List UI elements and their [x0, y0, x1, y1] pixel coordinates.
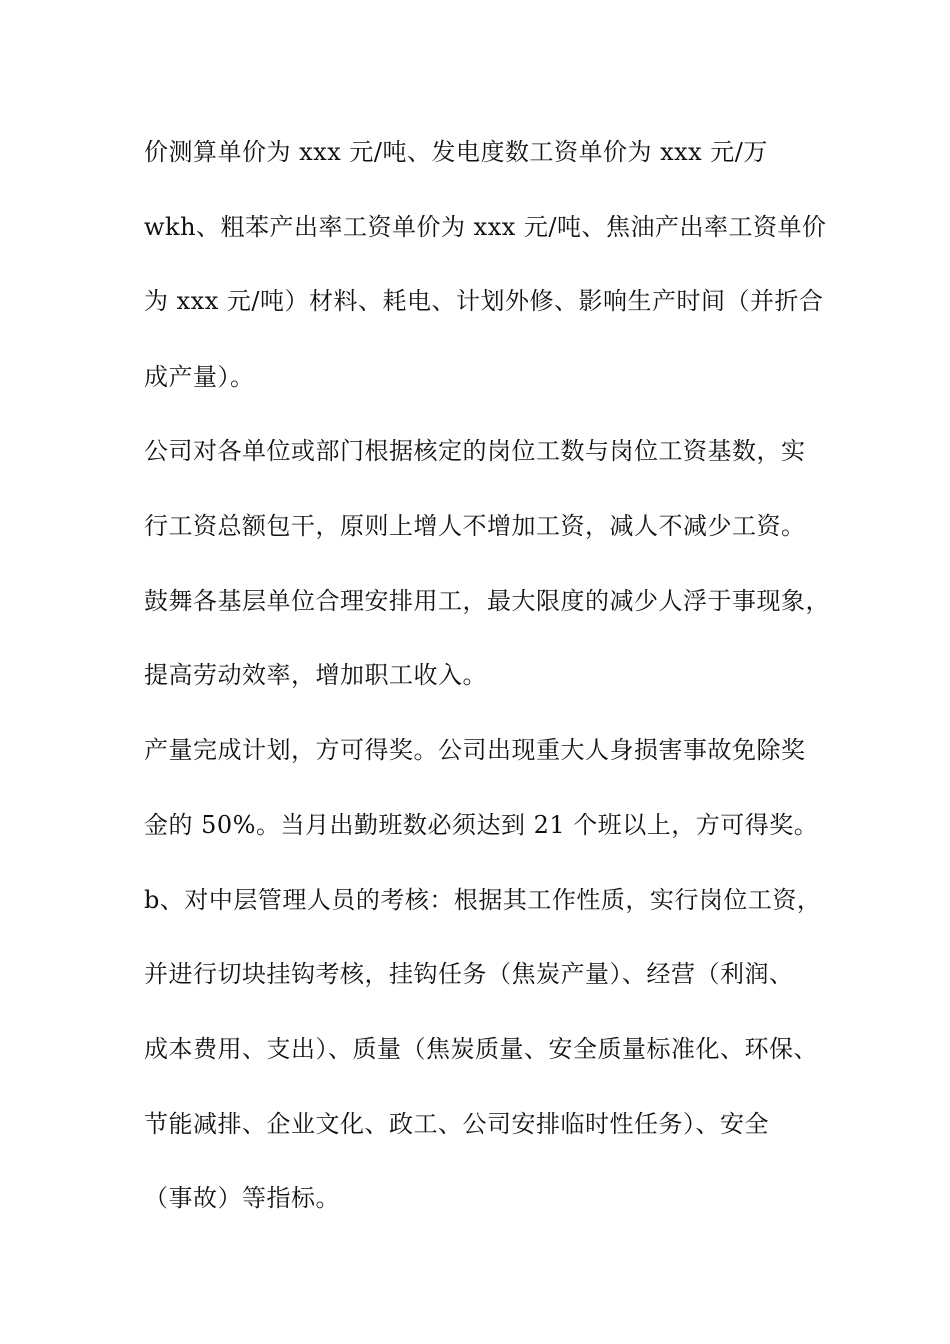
text-line: 节能减排、企业文化、政工、公司安排临时性任务）、安全 — [144, 1110, 769, 1138]
text-line: 鼓舞各基层单位合理安排用工，最大限度的减少人浮于事现象， — [144, 587, 830, 615]
text-line: 为 xxx 元/吨）材料、耗电、计划外修、影响生产时间（并折合 — [144, 287, 824, 315]
text-line: 金的 50%。当月出勤班数必须达到 21 个班以上，方可得奖。 — [144, 811, 819, 839]
text-line: 行工资总额包干，原则上增人不增加工资，减人不减少工资。 — [144, 512, 806, 540]
text-line: 成本费用、支出）、质量（焦炭质量、安全质量标准化、环保、 — [144, 1035, 818, 1063]
text-line: b、对中层管理人员的考核：根据其工作性质，实行岗位工资， — [144, 886, 822, 914]
text-line: 并进行切块挂钩考核，挂钩任务（焦炭产量）、经营（利润、 — [144, 960, 794, 988]
text-line: （事故）等指标。 — [144, 1184, 340, 1212]
text-line: 提高劳动效率，增加职工收入。 — [144, 661, 487, 689]
text-line: 成产量）。 — [144, 363, 255, 391]
text-line: 产量完成计划，方可得奖。公司出现重大人身损害事故免除奖 — [144, 736, 806, 764]
text-line: 公司对各单位或部门根据核定的岗位工数与岗位工资基数，实 — [144, 437, 806, 465]
text-line: 价测算单价为 xxx 元/吨、发电度数工资单价为 xxx 元/万 — [144, 138, 768, 166]
text-line: wkh、粗苯产出率工资单价为 xxx 元/吨、焦油产出率工资单价 — [144, 213, 827, 241]
